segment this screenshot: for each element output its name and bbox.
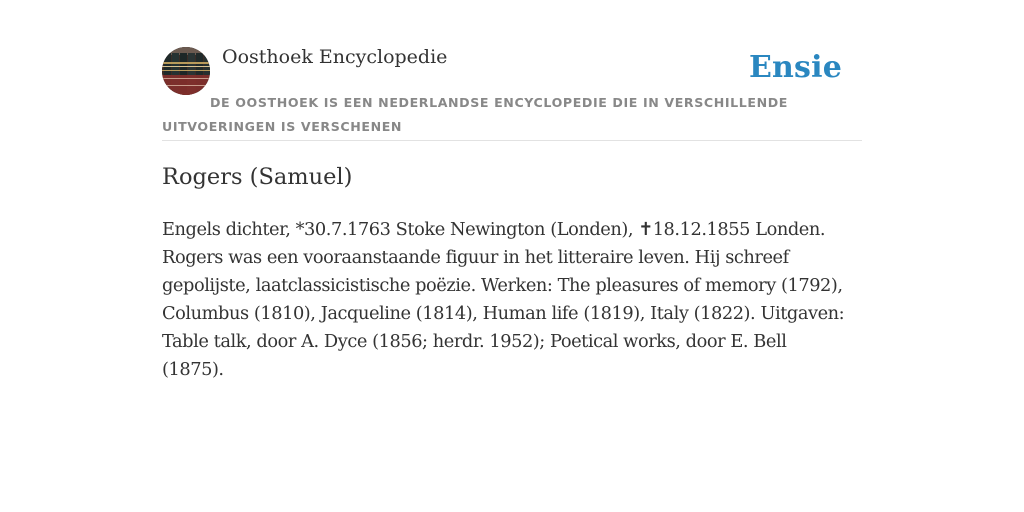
encyclopedia-books-icon[interactable] xyxy=(162,47,210,95)
brand-logo-text[interactable]: Ensie xyxy=(748,50,842,85)
site-tagline: DE OOSTHOEK IS EEN NEDERLANDSE ENCYCLOPEDIE DIE IN VERSCHILLENDE UITVOERINGEN IS VERSCHENEN xyxy=(162,95,789,134)
site-header xyxy=(162,0,862,141)
article-body: Engels dichter, *30.7.1763 Stoke Newington (Londen), ✝18.12.1855 Londen. Rogers was een vooraanstaande figuur in het litteraire leven. Hij schreef gepolijste, laatclassicistische poëzie. Werken: The pleasures of memory (1792), Columbus (1810), Jacqueline (1814), Human life (1819), Italy (1822). Uitgaven: Table talk, door A. Dyce (1856; herdr. 1952); Poetical works, door E. Bell (1875). xyxy=(162,219,845,380)
site-title[interactable]: Oosthoek Encyclopedie xyxy=(222,46,448,68)
article-title: Rogers (Samuel) xyxy=(162,164,353,190)
